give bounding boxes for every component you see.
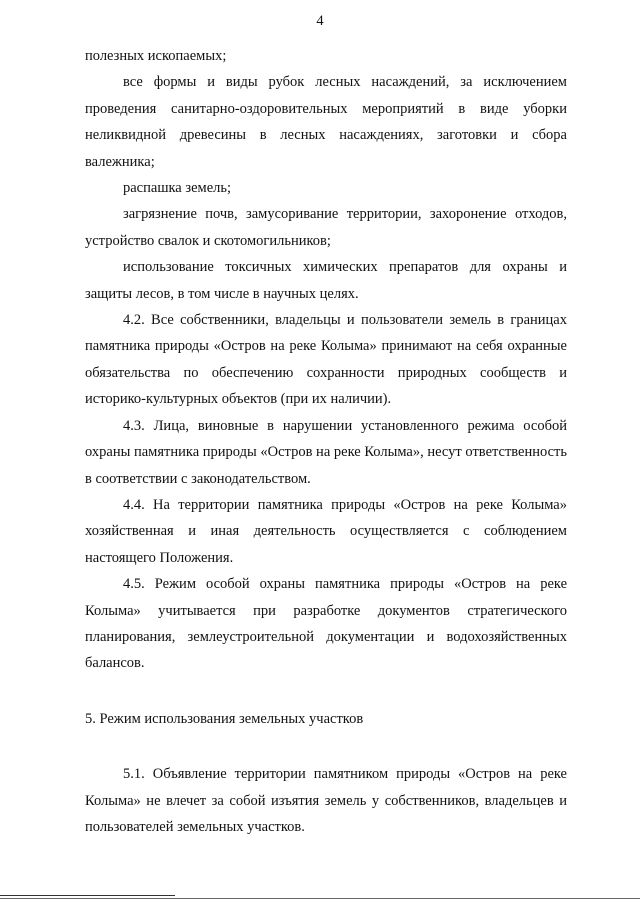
section-title: 5. Режим использования земельных участков <box>85 710 364 727</box>
paragraph: 4.4. На территории памятника природы «Остров на реке Колыма» хозяйственная и иная деятельность осуществляется с соблюдением настоящего Положения. <box>85 496 567 566</box>
paragraph: 5.1. Объявление территории памятником природы «Остров на реке Колыма» не влечет за собой изъятия земель у собственников, владельцев и пользователей земельных участков. <box>85 766 567 835</box>
paragraph: 4.2. Все собственники, владельцы и пользователи земель в границах памятника природы «Остров на реке Колыма» принимают на себя охранные обязательства по обеспечению сохранности природных сообществ и историко-культурных объектов (при их наличии). <box>85 312 567 408</box>
paragraph: загрязнение почв, замусоривание территории, захоронение отходов, устройство свалок и скотомогильников; <box>85 206 567 249</box>
paragraph: все формы и виды рубок лесных насаждений, за исключением проведения санитарно-оздоровительных мероприятий в виде уборки неликвидной древесины в лесных насаждениях, заготовки и сбора валежника; <box>85 74 567 170</box>
paragraph: полезных ископаемых; <box>85 48 227 64</box>
paragraph: 4.5. Режим особой охраны памятника природы «Остров на реке Колыма» учитывается при разработке документов стратегического планирования, землеустроительной документации и водохозяйственных балансов. <box>85 576 567 672</box>
paragraph: использование токсичных химических препаратов для охраны и защиты лесов, в том числе в научных целях. <box>85 259 567 302</box>
paragraph: распашка земель; <box>123 180 232 197</box>
page-number: 4 <box>316 13 324 29</box>
bottom-rule <box>0 898 640 899</box>
document-body <box>85 43 567 840</box>
paragraph: 4.3. Лица, виновные в нарушении установленного режима особой охраны памятника природы «Остров на реке Колыма», несут ответственность в соответствии с законодательством. <box>85 417 567 487</box>
bottom-rule <box>0 895 175 896</box>
